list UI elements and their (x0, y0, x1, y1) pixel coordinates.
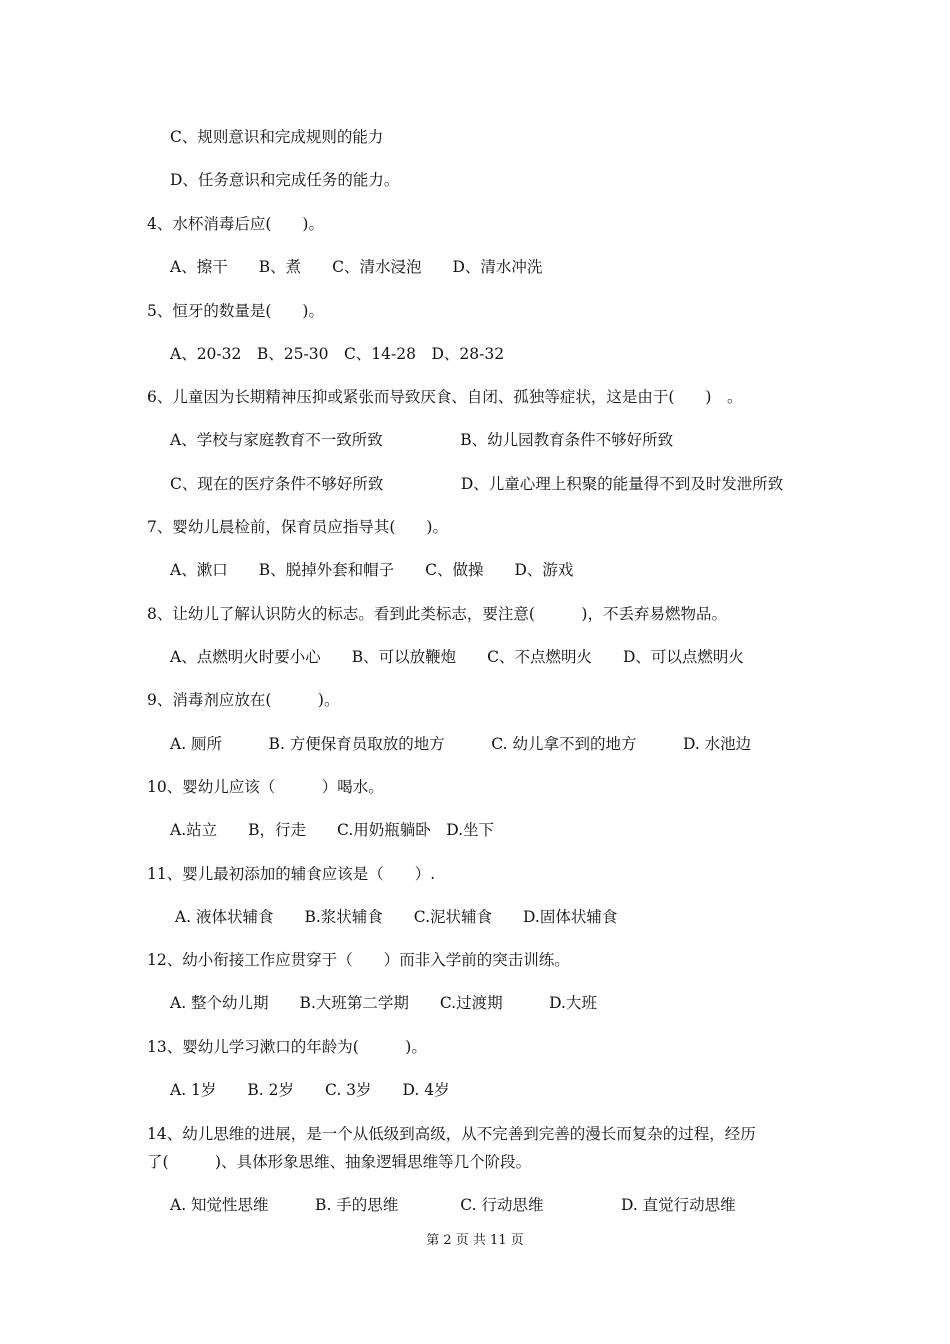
question-13-options: A. 1岁 B. 2岁 C. 3岁 D. 4岁 (170, 1081, 450, 1099)
option-line-d-tasks: D、任务意识和完成任务的能力。 (170, 171, 400, 189)
question-6: 6、儿童因为长期精神压抑或紧张而导致厌食、自闭、孤独等症状，这是由于( ) 。 (147, 388, 743, 406)
question-6-options-cd: C、现在的医疗条件不够好所致 D、儿童心理上积聚的能量得不到及时发泄所致 (170, 475, 784, 493)
question-13: 13、婴幼儿学习漱口的年龄为( )。 (147, 1038, 427, 1056)
question-9-options: A. 厕所 B. 方便保育员取放的地方 C. 幼儿拿不到的地方 D. 水池边 (170, 735, 752, 753)
question-14-continued: 了( )、具体形象思维、抽象逻辑思维等几个阶段。 (147, 1153, 532, 1171)
question-11-options: A. 液体状辅食 B.浆状辅食 C.泥状辅食 D.固体状辅食 (170, 908, 618, 926)
question-14-options: A. 知觉性思维 B. 手的思维 C. 行动思维 D. 直觉行动思维 (170, 1196, 736, 1214)
question-6-options-ab: A、学校与家庭教育不一致所致 B、幼儿园教育条件不够好所致 (170, 431, 674, 449)
page-footer: 第 2 页 共 11 页 (426, 1233, 524, 1248)
question-10-options: A.站立 B，行走 C.用奶瓶躺卧 D.坐下 (170, 821, 495, 839)
question-12: 12、幼小衔接工作应贯穿于（ ）而非入学前的突击训练。 (147, 951, 570, 969)
question-5: 5、恒牙的数量是( )。 (147, 302, 324, 320)
question-10: 10、婴幼儿应该（ ）喝水。 (147, 778, 384, 796)
question-11: 11、婴儿最初添加的辅食应该是（ ）. (147, 865, 436, 883)
question-8: 8、让幼儿了解认识防火的标志。看到此类标志，要注意( )，不丢弃易燃物品。 (147, 605, 727, 623)
question-12-options: A. 整个幼儿期 B.大班第二学期 C.过渡期 D.大班 (170, 994, 597, 1012)
question-4: 4、水杯消毒后应( )。 (147, 215, 324, 233)
question-9: 9、消毒剂应放在( )。 (147, 691, 340, 709)
question-7: 7、婴幼儿晨检前，保育员应指导其( )。 (147, 518, 448, 536)
question-5-options: A、20-32 B、25-30 C、14-28 D、28-32 (170, 345, 505, 363)
question-7-options: A、漱口 B、脱掉外套和帽子 C、做操 D、游戏 (170, 561, 574, 579)
question-8-options: A、点燃明火时要小心 B、可以放鞭炮 C、不点燃明火 D、可以点燃明火 (170, 648, 744, 666)
option-line-c-rules: C、规则意识和完成规则的能力 (170, 128, 384, 146)
question-14: 14、幼儿思维的进展，是一个从低级到高级，从不完善到完善的漫长而复杂的过程，经历 (147, 1125, 756, 1143)
question-4-options: A、擦干 B、煮 C、清水浸泡 D、清水冲洗 (170, 258, 543, 276)
